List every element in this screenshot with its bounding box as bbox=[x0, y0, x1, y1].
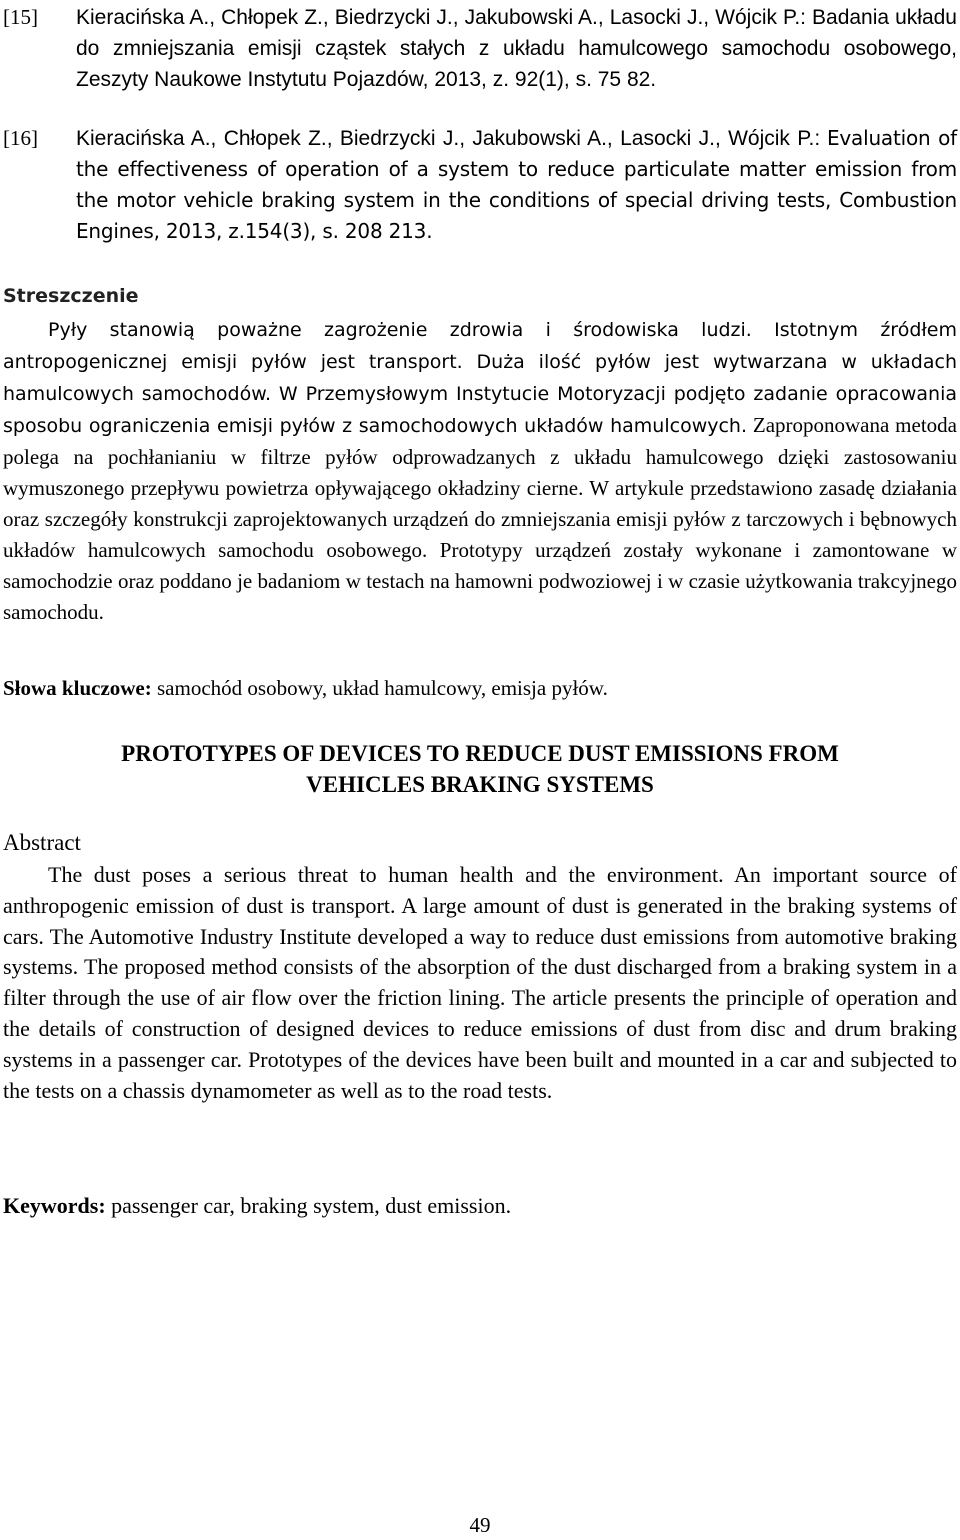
polish-abstract bbox=[3, 314, 957, 628]
english-keywords-label: Keywords: bbox=[3, 1193, 106, 1218]
page-number: 49 bbox=[469, 1513, 491, 1537]
polish-abstract-part-1: Pyły stanowią poważne zagrożenie zdrowia i środowiska ludzi. Istotnym źródłem antropogenicznej emisji pyłów jest transport. Duża ilość pyłów jest wytwarzana w układach hamulcowych samochodów. W Przemysłowym Instytucie Motoryzacji podjęto zadanie opracowania sposobu ograniczenia emisji pyłów z samochodowych układów hamulcowych. bbox=[3, 319, 957, 437]
abstract-heading: Abstract bbox=[3, 830, 81, 855]
polish-keywords-label: Słowa kluczowe: bbox=[3, 676, 152, 700]
reference-number: [16] bbox=[3, 126, 38, 150]
reference-title: Evaluation of the effectiveness of operation of a system to reduce particulate matter emission from the motor vehicle braking system in the conditions of special driving tests, Combustion Engines, 2013, z.154(3), s. 208 213. bbox=[76, 126, 957, 243]
reference-authors: Kieracińska A., Chłopek Z., Biedrzycki J., Jakubowski A., Lasocki J., Wójcik P.: bbox=[76, 127, 821, 150]
polish-keywords-text: samochód osobowy, układ hamulcowy, emisja pyłów. bbox=[151, 676, 608, 700]
reference-text: Kieracińska A., Chłopek Z., Biedrzycki J., Jakubowski A., Lasocki J., Wójcik P.: Badania układu do zmniejszania emisji cząstek stałych z układu hamulcowego samochodu osobowego, Zeszyty Naukowe Instytutu Pojazdów, 2013, z. 92(1), s. 75 82. bbox=[76, 6, 957, 91]
english-title-line-2: VEHICLES BRAKING SYSTEMS bbox=[306, 772, 654, 797]
reference-16 bbox=[3, 123, 957, 247]
reference-text bbox=[76, 123, 957, 247]
english-keywords-text: passenger car, braking system, dust emission. bbox=[105, 1193, 512, 1218]
reference-15 bbox=[3, 2, 957, 95]
english-abstract: The dust poses a serious threat to human health and the environment. An important source of anthropogenic emission of dust is transport. A large amount of dust is generated in the braking systems of cars. The Automotive Industry Institute developed a way to reduce dust emissions from automotive braking systems. The proposed method consists of the absorption of the dust discharged from a braking system in a filter through the use of air flow over the friction lining. The article presents the principle of operation and the details of construction of designed devices to reduce emissions of dust from disc and drum braking systems in a passenger car. Prototypes of the devices have been built and mounted in a car and subjected to the tests on a chassis dynamometer as well as to the road tests. bbox=[3, 862, 957, 1103]
streszczenie-heading: Streszczenie bbox=[3, 285, 139, 307]
english-keywords bbox=[3, 1193, 511, 1219]
english-title bbox=[0, 738, 960, 800]
english-title-line-1: PROTOTYPES OF DEVICES TO REDUCE DUST EMISSIONS FROM bbox=[121, 741, 839, 766]
reference-number: [15] bbox=[3, 5, 38, 29]
polish-keywords bbox=[3, 676, 608, 701]
polish-abstract-part-2: Zaproponowana metoda polega na pochłanianiu w filtrze pyłów odprowadzanych z układu hamulcowego dzięki zastosowaniu wymuszonego przepływu powietrza opływającego okładziny cierne. W artykule przedstawiono zasadę działania oraz szczegóły konstrukcji zaprojektowanych urządzeń do zmniejszania emisji pyłów z tarczowych i bębnowych układów hamulcowych samochodu osobowego. Prototypy urządzeń zostały wykonane i zamontowane w samochodzie oraz poddano je badaniom w testach na hamowni podwoziowej i w czasie użytkowania trakcyjnego samochodu. bbox=[3, 413, 957, 624]
